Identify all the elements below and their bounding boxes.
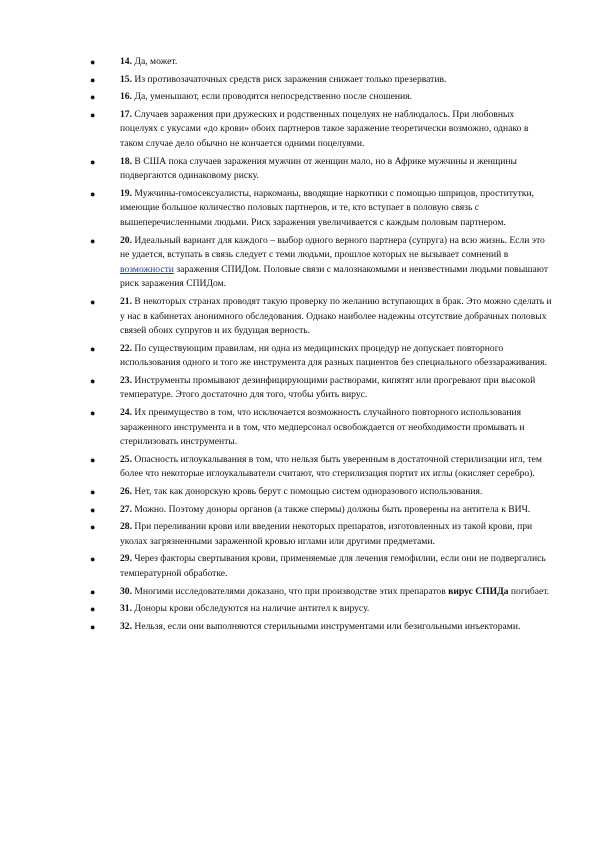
- item-number: 22.: [120, 342, 132, 354]
- list-item: [90, 55, 552, 70]
- list-item: [90, 602, 552, 617]
- bullet-icon: ●: [90, 554, 96, 565]
- item-number: 16.: [120, 91, 132, 103]
- item-text: Инструменты промывают дезинфицирующими растворами, кипятят или прогревают при высокой температуре. Этого достаточно для того, чтобы убить вирус.: [120, 374, 536, 401]
- list-item: [90, 155, 552, 184]
- item-number: 26.: [120, 486, 132, 498]
- item-number: 15.: [120, 73, 132, 85]
- list-item: [90, 485, 552, 500]
- bullet-icon: ●: [90, 109, 96, 120]
- item-text: Нельзя, если они выполняются стерильными инструментами или безигольными инъекторами.: [132, 620, 521, 632]
- item-text: При переливании крови или введении некоторых препаратов, изготовленных из такой крови, при уколах загрязненными зараженной кровью иглами или другими предметами.: [120, 521, 533, 547]
- bullet-icon: ●: [90, 343, 96, 354]
- bullet-icon: ●: [90, 604, 96, 615]
- list-item: [90, 406, 552, 450]
- item-number: 25.: [120, 453, 132, 465]
- item-number: 30.: [120, 585, 132, 597]
- list-item: [90, 73, 552, 88]
- list-item: [90, 453, 552, 482]
- item-text: Через факторы свертывания крови, применяемые для лечения гемофилии, если они не подвергались температурной обработке.: [120, 553, 546, 579]
- item-text: Нет, так как донорскую кровь берут с помощью систем одноразового использования.: [132, 486, 483, 498]
- item-number: 14.: [120, 56, 132, 67]
- list-item: [90, 108, 552, 152]
- item-number: 21.: [120, 295, 132, 307]
- bullet-icon: ●: [90, 375, 96, 386]
- item-number: 18.: [120, 155, 132, 167]
- bullet-icon: ●: [90, 504, 96, 515]
- item-text: В некоторых странах проводят такую проверку по желанию вступающих в брак. Это можно сделать и у нас в кабинетах анонимного обследования. Однако наиболее надежны отсутствие добрачных половых связей обоих супругов и их будущая верность.: [120, 295, 552, 337]
- item-text: заражения СПИДом. Половые связи с малознакомыми и неизвестными людьми повышают риск заражения СПИДом.: [120, 263, 549, 290]
- item-text: Случаев заражения при дружеских и родственных поцелуях не наблюдалось. При любовных поцелуях с укусами «до крови» обоих партнеров такое заражение теоретически возможно, однако в таком случае дело обычно не кончается одними поцелуями.: [120, 108, 529, 149]
- virus-aids-emphasis: вирус СПИДа: [448, 585, 509, 597]
- item-text: Доноры крови обследуются на наличие антител к вирусу.: [132, 603, 370, 615]
- answers-list: [90, 55, 552, 637]
- bullet-icon: ●: [90, 74, 96, 85]
- list-item: [90, 620, 552, 635]
- list-item: [90, 585, 552, 600]
- item-text: погибает.: [508, 585, 550, 597]
- item-number: 31.: [120, 603, 132, 615]
- item-number: 28.: [120, 521, 132, 533]
- item-number: 20.: [120, 234, 132, 246]
- item-text: В США пока случаев заражения мужчин от женщин мало, но в Африке мужчины и женщины подвергаются одинаковому риску.: [120, 155, 517, 182]
- item-text: Можно. Поэтому доноры органов (а также спермы) должны быть проверены на антитела к ВИЧ.: [132, 503, 531, 515]
- item-text: Многими исследователями доказано, что при производстве этих препаратов: [132, 585, 449, 597]
- bullet-icon: ●: [90, 621, 96, 632]
- bullet-icon: ●: [90, 57, 96, 67]
- bullet-icon: ●: [90, 586, 96, 597]
- item-number: 32.: [120, 620, 132, 632]
- bullet-icon: ●: [90, 408, 96, 419]
- item-text: Их преимущество в том, что исключается возможность случайного повторного использования зараженного инструмента и в том, что медперсонал освобождается от необходимости промывать и стерилизовать инструменты.: [120, 407, 525, 448]
- bullet-icon: ●: [90, 188, 96, 199]
- item-number: 27.: [120, 503, 132, 515]
- list-item: [90, 342, 552, 371]
- bullet-icon: ●: [90, 522, 96, 533]
- item-text: Опасность иглоукалывания в том, что нельзя быть уверенным в достаточной стерилизации игл, тем более что некоторые иглоукалыватели считают, что стерилизация портит их иглы (окисляет серебро).: [120, 453, 543, 480]
- item-text: Мужчины-гомосексуалисты, наркоманы, вводящие наркотики с помощью шприцов, проститутки, имеющие большое количество половых партнеров, и те, кто вступает в половую связь с вышеперечисленными людьми. Риск заражения увеличивается с каждым половым партнером.: [120, 187, 534, 228]
- item-number: 17.: [120, 108, 132, 120]
- list-item: [90, 234, 552, 292]
- bullet-icon: ●: [90, 454, 96, 465]
- list-item: [90, 295, 552, 339]
- bullet-icon: ●: [90, 92, 96, 103]
- item-number: 29.: [120, 553, 132, 565]
- list-item: [90, 552, 552, 581]
- item-text: По существующим правилам, ни одна из медицинских процедур не допускает повторного использования одного и того же инструмента для разных пациентов без специального обеззараживания.: [120, 342, 547, 369]
- bullet-icon: ●: [90, 487, 96, 498]
- item-text: Да, уменьшают, если проводятся непосредственно после сношения.: [132, 91, 412, 103]
- item-number: 23.: [120, 374, 132, 386]
- item-text: Идеальный вариант для каждого – выбор одного верного партнера (супруга) на всю жизнь. Если это не удается, вступать в связь следует с теми людьми, прошлое которых не вызывает сомнений в: [120, 234, 545, 261]
- list-item: [90, 187, 552, 231]
- list-item: [90, 503, 552, 518]
- bullet-icon: ●: [90, 296, 96, 307]
- bullet-icon: ●: [90, 235, 96, 246]
- item-text: Из противозачаточных средств риск заражения снижает только презерватив.: [132, 73, 447, 85]
- item-number: 24.: [120, 407, 132, 419]
- item-number: 19.: [120, 187, 132, 199]
- possibility-link[interactable]: возможности: [120, 263, 174, 275]
- list-item: [90, 90, 552, 105]
- list-item: [90, 374, 552, 403]
- item-text: Да, может.: [132, 56, 178, 67]
- list-item: [90, 520, 552, 549]
- bullet-icon: ●: [90, 156, 96, 167]
